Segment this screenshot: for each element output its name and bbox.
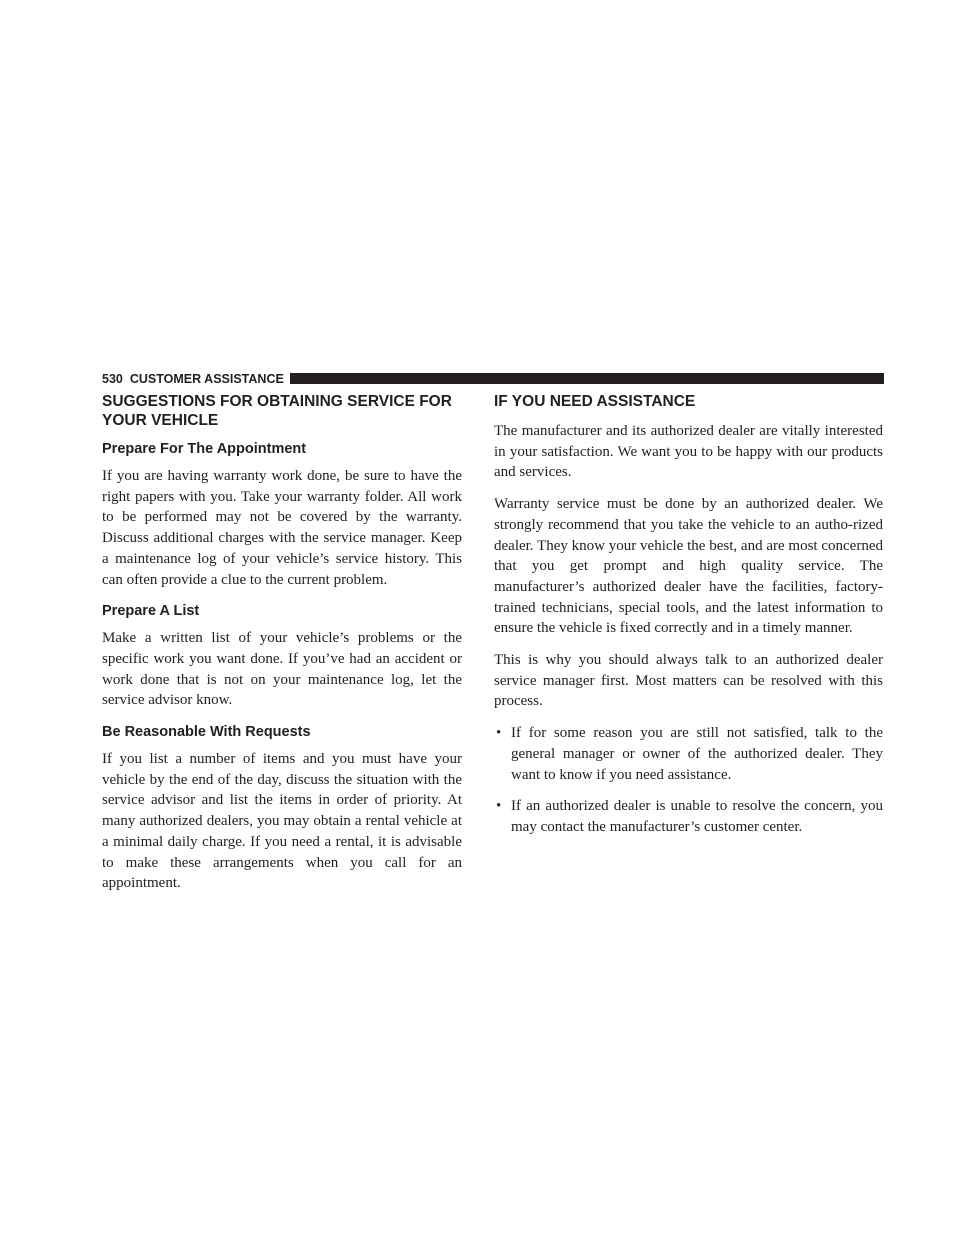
left-title: SUGGESTIONS FOR OBTAINING SERVICE FOR YOUR VEHICLE — [102, 393, 452, 429]
paragraph-service-manager: This is why you should always talk to an authorized dealer service manager first. Most matters can be resolved with this process. — [494, 652, 883, 710]
bullet-icon: • — [496, 725, 502, 742]
paragraph-warranty-service: Warranty service must be done by an authorized dealer. We strongly recommend that you take the vehicle to an autho-rized dealer. They know your vehicle the best, and are most concerned that you get prompt and high quality service. The manufacturer’s authorized dealer have the facilities, factory-trained technicians, special tools, and the latest information to ensure the vehicle is fixed correctly and in a timely manner. — [494, 496, 883, 637]
page-header — [102, 371, 884, 386]
subheading-prepare-appointment: Prepare For The Appointment — [102, 441, 307, 457]
page-number: 530 — [102, 371, 123, 386]
left-column — [102, 392, 462, 905]
right-column — [494, 392, 883, 849]
subheading-prepare-list: Prepare A List — [102, 603, 200, 620]
paragraph-reasonable-requests: If you list a number of items and you must have your vehicle by the end of the day, discuss the situation with the service advisor and list the items in order of priority. At many authorized dealers, you may obtain a rental vehicle at a minimal daily charge. If you need a rental, it is advisable to make these arrangements when you call for an appointment. — [102, 751, 462, 892]
list-item — [494, 723, 883, 785]
paragraph-satisfaction: The manufacturer and its authorized dealer are vitally interested in your satisfaction. We want you to be happy with our products and services. — [494, 423, 883, 481]
subheading-reasonable-requests: Be Reasonable With Requests — [102, 724, 311, 741]
bullet-icon: • — [496, 798, 502, 815]
list-item-text: If an authorized dealer is unable to resolve the concern, you may contact the manufacturer’s customer center. — [511, 798, 883, 835]
list-item-text: If for some reason you are still not satisfied, talk to the general manager or owner of the authorized dealer. They want to know if you need assistance. — [511, 725, 883, 783]
list-item — [494, 796, 883, 837]
paragraph-prepare-appointment: If you are having warranty work done, be sure to have the right papers with you. Take your warranty folder. All work to be performed may not be covered by the warranty. Discuss additional charges with the service manager. Keep a maintenance log of your vehicle’s service history. This can often provide a clue to the current problem. — [102, 468, 462, 588]
section-title: CUSTOMER ASSISTANCE — [129, 371, 284, 386]
right-title: IF YOU NEED ASSISTANCE — [494, 393, 696, 410]
header-rule — [290, 373, 884, 384]
assistance-bullet-list — [494, 723, 883, 838]
paragraph-prepare-list: Make a written list of your vehicle’s problems or the specific work you want done. If you’ve had an accident or work done that is not on your maintenance log, let the service advisor know. — [102, 630, 462, 709]
